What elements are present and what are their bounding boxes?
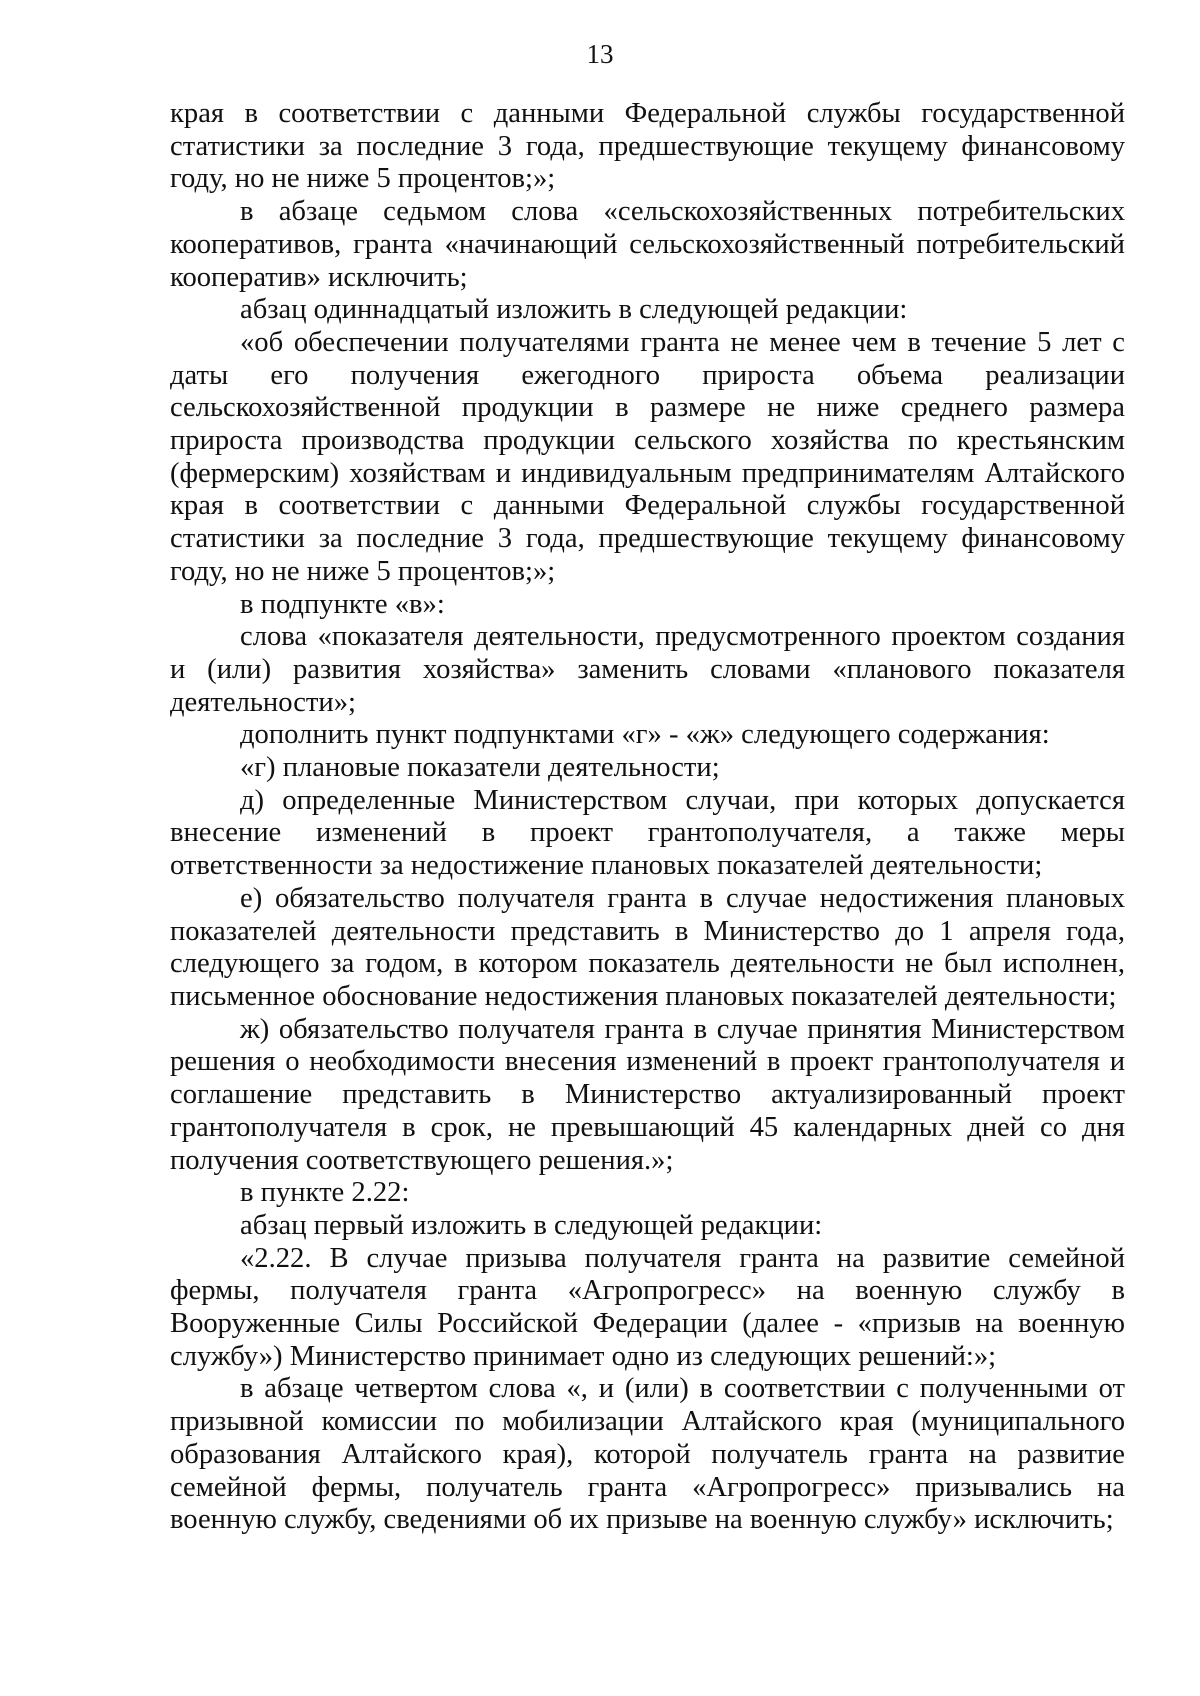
- paragraph: слова «показателя деятельности, предусмотренного проектом создания и (или) развития хозяйства» заменить словами «планового показателя деятельности»;: [170, 621, 1125, 718]
- paragraph: абзац одиннадцатый изложить в следующей редакции:: [240, 294, 908, 326]
- paragraph: дополнить пункт подпунктами «г» - «ж» следующего содержания:: [240, 719, 1050, 751]
- document-body: [170, 98, 1125, 1537]
- paragraph: «2.22. В случае призыва получателя гранта на развитие семейной фермы, получателя гранта «Агропрогресс» на военную службу в Вооруженные Силы Российской Федерации (далее - «призыв на военную службу») Министерство принимает одно из следующих решений:»;: [170, 1242, 1125, 1372]
- page-number: 13: [586, 39, 614, 69]
- paragraph: в абзаце четвертом слова «, и (или) в соответствии с полученными от призывной комиссии по мобилизации Алтайского края (муниципального образования Алтайского края), которой получатель гранта на развитие семейной фермы, получатель гранта «Агропрогресс» призывались на военную службу, сведениями об их призыве на военную службу» исключить;: [170, 1373, 1125, 1536]
- paragraph: в подпункте «в»:: [240, 588, 445, 620]
- paragraph: «об обеспечении получателями гранта не менее чем в течение 5 лет с даты его получения ежегодного прироста объема реализации сельскохозяйственной продукции в размере не ниже среднего размера прироста производства продукции сельского хозяйства по крестьянским (фермерским) хозяйствам и индивидуальным предпринимателям Алтайского края в соответствии с данными Федеральной службы государственной статистики за последние 3 года, предшествующие текущему финансовому году, но не ниже 5 процентов;»;: [170, 326, 1125, 587]
- paragraph: ж) обязательство получателя гранта в случае принятия Министерством решения о необходимости внесения изменений в проект грантополучателя и соглашение представить в Министерство актуализированный проект грантополучателя в срок, не превышающий 45 календарных дней со дня получения соответствующего решения.»;: [170, 1013, 1125, 1176]
- paragraph: е) обязательство получателя гранта в случае недостижения плановых показателей деятельности представить в Министерство до 1 апреля года, следующего за годом, в котором показатель деятельности не был исполнен, письменное обоснование недостижения плановых показателей деятельности;: [170, 882, 1125, 1012]
- paragraph: «г) плановые показатели деятельности;: [240, 752, 720, 784]
- paragraph: абзац первый изложить в следующей редакции:: [240, 1209, 823, 1241]
- paragraph: в абзаце седьмом слова «сельскохозяйственных потребительских кооперативов, гранта «начинающий сельскохозяйственный потребительский кооператив» исключить;: [170, 196, 1125, 293]
- paragraph: в пункте 2.22:: [240, 1177, 410, 1209]
- paragraph: д) определенные Министерством случаи, при которых допускается внесение изменений в проект грантополучателя, а также меры ответственности за недостижение плановых показателей деятельности;: [170, 784, 1125, 882]
- paragraph: края в соответствии с данными Федеральной службы государственной статистики за последние 3 года, предшествующие текущему финансовому году, но не ниже 5 процентов;»;: [170, 98, 1125, 195]
